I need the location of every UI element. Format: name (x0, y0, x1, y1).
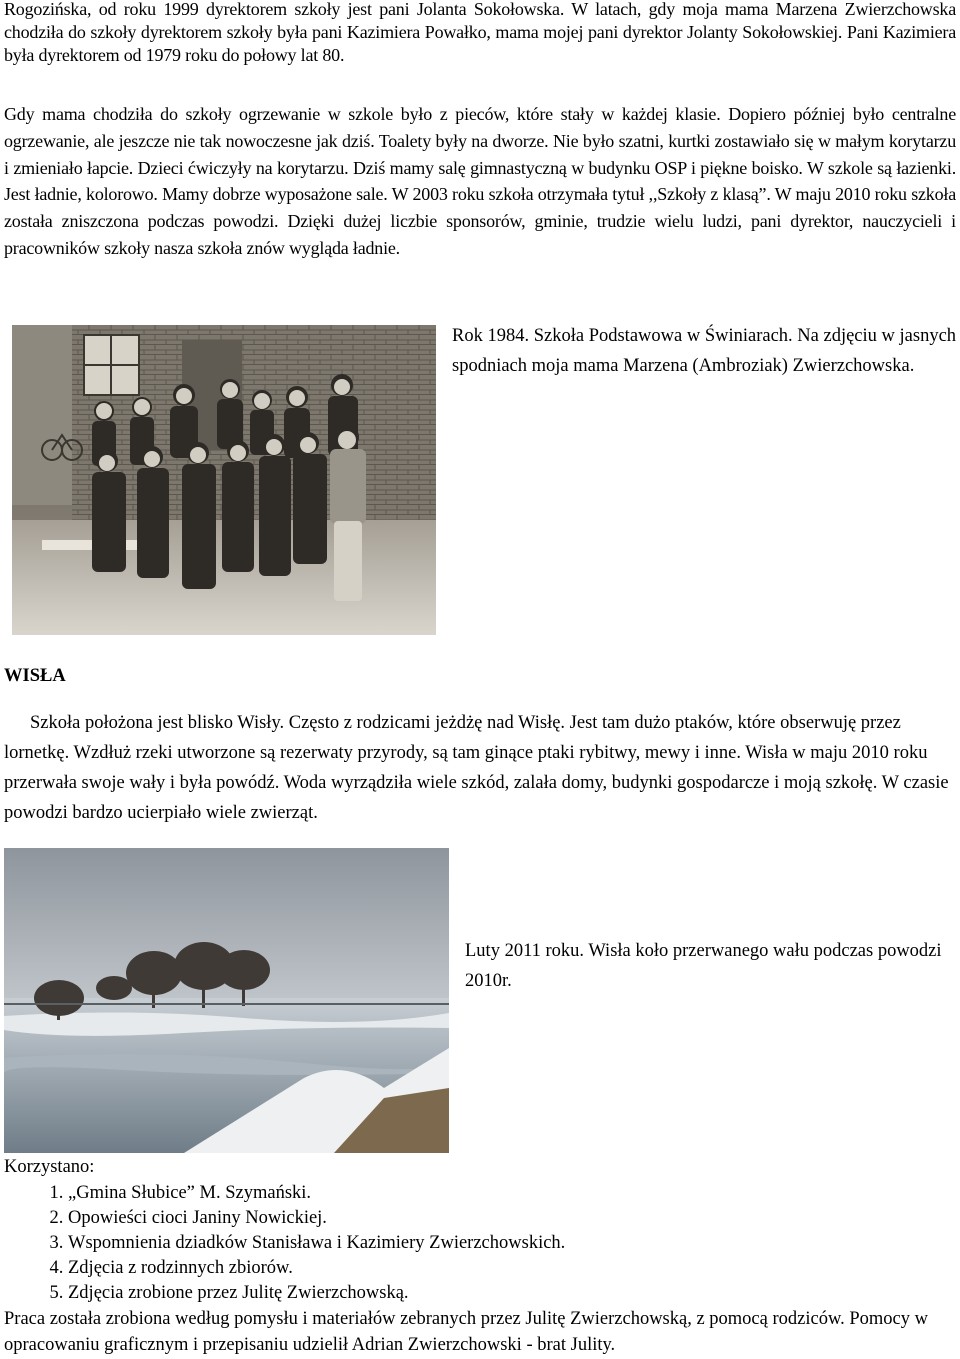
flood-photo-caption: Luty 2011 roku. Wisła koło przerwanego wału podczas powodzi 2010r. (465, 941, 942, 991)
sources-label: Korzystano: (4, 1157, 95, 1177)
wisla-heading: WISŁA (4, 666, 66, 686)
flood-photo-2011 (4, 848, 449, 1153)
list-item: 1. „Gmina Słubice” M. Szymański. (68, 1181, 565, 1206)
sources-list (4, 1181, 565, 1306)
class-photo-1984 (12, 325, 436, 635)
list-item: 4. Zdjęcia z rodzinnych zbiorów. (68, 1256, 565, 1281)
intro-paragraph-1: Rogozińska, od roku 1999 dyrektorem szkoły jest pani Jolanta Sokołowska. W latach, gdy moja mama Marzena Zwierzchowska chodziła do szkoły dyrektorem szkoły była pani Kazimiera Powałko, mama mojej pani dyrektor Jolanty Sokołowskiej. Pani Kazimiera była dyrektorem od 1979 roku do połowy lat 80. (4, 0, 956, 65)
wisla-paragraph: Szkoła położona jest blisko Wisły. Często z rodzicami jeżdżę nad Wisłę. Jest tam dużo ptaków, które obserwuję przez lornetkę. Wzdłuż rzeki utworzone są rezerwaty przyrody, są tam ginące ptaki rybitwy, mewy i inne. Wisła w maju 2010 roku przerwała swoje wały i była powódź. Woda wyrządziła wiele szkód, zalała domy, budynki gospodarcze i moją szkołę. W czasie powodzi bardzo ucierpiało wiele zwierząt. (4, 713, 949, 823)
list-item: 3. Wspomnienia dziadków Stanisława i Kazimiery Zwierzchowskich. (68, 1231, 565, 1256)
intro-paragraph-2: Gdy mama chodziła do szkoły ogrzewanie w szkole było z pieców, które stały w każdej klasie. Dopiero później było centralne ogrzewanie, ale jeszcze nie tak nowoczesne jak dziś. Toalety były na dworze. Nie było szatni, kurtki zostawiało się w małym korytarzu i zmieniało łapcie. Dzieci ćwiczyły na korytarzu. Dziś mamy salę gimnastyczną w budynku OSP i piękne boisko. W szkole są łazienki. Jest ładnie, kolorowo. Mamy dobrze wyposażone sale. W 2003 roku szkoła otrzymała tytuł ,,Szkoły z klasą”. W maju 2010 roku szkoła została zniszczona podczas powodzi. Dzięki dużej liczbie sponsorów, gminie, trudzie wielu ludzi, pani dyrektor, nauczycieli i pracowników szkoły nasza szkoła znów wygląda ładnie. (4, 104, 956, 258)
list-item: 2. Opowieści cioci Janiny Nowickiej. (68, 1206, 565, 1231)
list-item: 5. Zdjęcia zrobione przez Julitę Zwierzchowską. (68, 1281, 565, 1306)
photo-1984-caption: Rok 1984. Szkoła Podstawowa w Świniarach. Na zdjęciu w jasnych spodniach moja mama Marzena (Ambroziak) Zwierzchowska. (452, 326, 957, 376)
closing-paragraph: Praca została zrobiona według pomysłu i materiałów zebranych przez Julitę Zwierzchowską, z pomocą rodziców. Pomocy w opracowaniu graficznym i przepisaniu udzielił Adrian Zwierzchowski - brat Julity. (4, 1309, 928, 1355)
